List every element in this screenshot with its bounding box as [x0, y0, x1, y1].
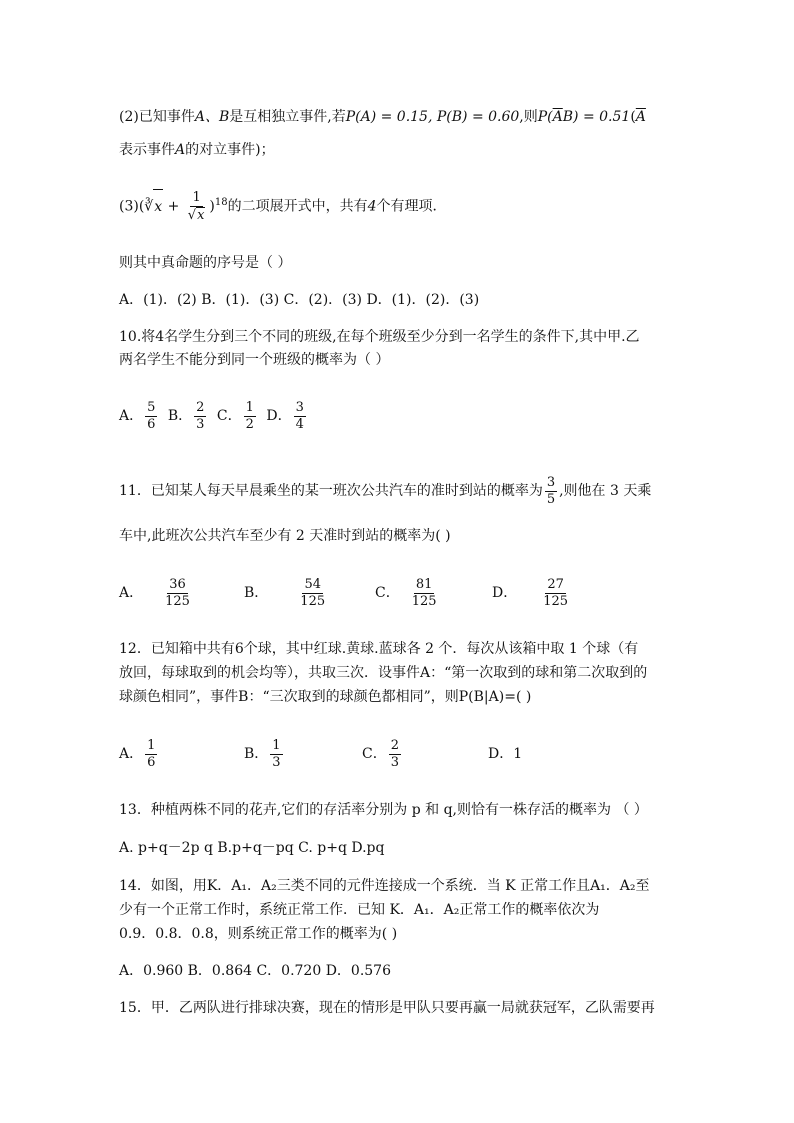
- q11-line1: [119, 472, 651, 510]
- q10-option-a-label: A．: [119, 408, 144, 424]
- q9-item2-a-bar: $\overline{A}$: [552, 109, 563, 125]
- q9-item2-a-bar-2: $\overline{A}$: [635, 109, 646, 125]
- q10-option-b-num: 2: [196, 399, 205, 415]
- q12-option-a-den: 6: [147, 754, 156, 770]
- q11-option-a-num: 36: [169, 576, 186, 592]
- q11-option-b: [244, 574, 329, 612]
- q12-line3: 球颜色相同”，事件B：“三次取到的球颜色都相同”，则P(B|A)=( ): [119, 689, 532, 705]
- q9-item2-text-a: (2)已知事件: [119, 109, 195, 125]
- q11-option-a-label: A．: [119, 585, 144, 601]
- q11-line2: 车中,此班次公共汽车至少有 2 天准时到站的概率为( ): [119, 528, 451, 544]
- q9-item3-close: ): [209, 198, 215, 215]
- q11-line1-b: ,则他在 3 天乘: [559, 483, 652, 499]
- q11-option-d: [492, 574, 572, 612]
- q11-option-a-den: 125: [165, 593, 190, 609]
- q12-option-a-label: A．: [119, 746, 144, 762]
- q9-item3-frac-num: 1: [192, 189, 201, 205]
- q12-option-b-fraction: [270, 738, 282, 771]
- q14-line1: 14．如图，用K．A₁．A₂三类不同的元件连接成一个系统．当 K 正常工作且A₁．A₂至: [119, 878, 650, 894]
- q12-option-b: [244, 735, 285, 773]
- q10-option-b: [168, 398, 209, 434]
- q12-option-a: [119, 735, 159, 773]
- q12-option-a-num: 1: [147, 737, 156, 753]
- square-root-symbol: √: [187, 207, 197, 223]
- q11-option-c: [375, 574, 441, 612]
- q10-option-c-num: 1: [245, 399, 254, 415]
- q10-line2: 两名学生不能分到同一个班级的概率为（ ）: [119, 352, 390, 368]
- q9-item2-text-c: 是互相独立事件,若: [229, 109, 346, 125]
- q9-item3-frac-den: x: [197, 207, 205, 223]
- q9-item2-line1: [119, 107, 646, 127]
- q12-line2: 放回，每球取到的机会均等），共取三次．设事件A：“第一次取到的球和第二次取到的: [119, 665, 648, 681]
- q12-option-c-den: 3: [390, 754, 399, 770]
- q12-option-b-den: 3: [272, 754, 281, 770]
- q10-option-d-label: D．: [266, 408, 292, 424]
- q11-option-c-den: 125: [411, 593, 437, 609]
- q9-item2-p-open: P(: [537, 109, 553, 125]
- q14-options: A．0.960 B．0.864 C．0.720 D．0.576: [119, 963, 392, 979]
- q12-option-b-num: 1: [272, 737, 281, 753]
- q12-option-c-label: C．: [362, 746, 387, 762]
- q9-item3-count: 4: [367, 198, 377, 215]
- q9-item3-text-g: 个有理项．: [376, 198, 447, 215]
- q11-option-d-label: D．: [492, 585, 518, 601]
- cube-root-symbol: ∛: [144, 198, 154, 215]
- q9-item3-frac-den-wrap: [186, 207, 208, 224]
- q9-item3-exponent: 18: [214, 197, 228, 208]
- q11-line1-a: 11．已知某人每天早晨乘坐的某一班次公共汽车的准时到站的概率为: [119, 483, 543, 499]
- q11-option-a: [119, 574, 194, 612]
- q11-option-d-num: 27: [547, 576, 564, 592]
- q10-option-d-num: 3: [295, 399, 304, 415]
- q11-option-c-num: 81: [415, 576, 433, 592]
- q13-options: A. p+q－2p q B.p+q－pq C. p+q D.pq: [119, 840, 385, 856]
- q11-option-b-label: B．: [244, 585, 269, 601]
- q12-option-c: [362, 735, 403, 773]
- q10-option-a: [119, 398, 159, 434]
- q12-option-b-label: B．: [244, 746, 269, 762]
- q9-options: A．(1)．(2) B．(1)．(3) C．(2)．(3) D．(1)．(2)．(3): [119, 292, 480, 308]
- q9-item2-paren: (: [630, 109, 636, 125]
- q11-option-c-label: C．: [375, 585, 400, 601]
- q12-option-d-value: 1: [513, 746, 523, 762]
- q11-frac-num: 3: [546, 474, 556, 490]
- q11-frac-den: 5: [546, 491, 556, 507]
- q10-options: [119, 398, 308, 434]
- q10-option-c-fraction: [244, 400, 256, 433]
- q9-item2-cont-c: 的对立事件)；: [185, 142, 275, 158]
- q10-option-c-label: C．: [216, 408, 242, 424]
- q9-item3-fraction: [186, 190, 208, 224]
- q9-item2-text-e: ,则: [519, 109, 538, 125]
- q9-item3-open: (3)(: [119, 198, 145, 215]
- q9-item3-text-e: 的二项展开式中，共有: [227, 198, 368, 215]
- q11-option-a-fraction: [163, 577, 192, 610]
- q11-option-b-den: 125: [300, 593, 326, 609]
- q10-option-a-den: 6: [147, 416, 156, 432]
- q9-item3-line: [119, 186, 447, 224]
- q11-option-d-den: 125: [543, 593, 569, 609]
- q10-option-b-label: B．: [167, 408, 193, 424]
- q10-option-c: [217, 398, 258, 434]
- q9-item2-line2: [119, 140, 275, 160]
- q10-option-b-fraction: [194, 400, 206, 433]
- q10-option-c-den: 2: [245, 416, 254, 432]
- q9-question: 则其中真命题的序号是（ ）: [119, 255, 292, 271]
- q15-line1: 15．甲．乙两队进行排球决赛，现在的情形是甲队只要再赢一局就获冠军，乙队需要再: [119, 1000, 655, 1016]
- q10-option-d-den: 4: [295, 416, 304, 432]
- q12-option-d: [488, 735, 522, 773]
- q10-option-a-num: 5: [147, 399, 156, 415]
- q12-option-c-num: 2: [390, 737, 399, 753]
- q9-item2-probabilities: P(A) = 0.15, P(B) = 0.60: [345, 109, 520, 125]
- q11-option-d-fraction: [541, 577, 570, 610]
- q13-line1: 13．种植两株不同的花卉,它们的存活率分别为 p 和 q,则恰有一株存活的概率为 （ ）: [119, 802, 648, 818]
- q11-option-c-fraction: [410, 577, 439, 610]
- q10-option-d: [266, 398, 308, 434]
- q10-line1: 10.将4名学生分到三个不同的班级,在每个班级至少分到一名学生的条件下,其中甲.乙: [119, 329, 640, 345]
- q11-option-b-num: 54: [304, 576, 321, 592]
- q11-fraction: [545, 475, 557, 508]
- q14-line3: 0.9．0.8．0.8，则系统正常工作的概率为( ): [119, 926, 398, 942]
- q9-item2-cont-a: 表示事件: [119, 142, 175, 158]
- q12-line1: 12．已知箱中共有6个球，其中红球.黄球.蓝球各 2 个．每次从该箱中取 1 个球（有: [119, 641, 639, 657]
- q10-option-b-den: 3: [196, 416, 205, 432]
- q12-option-a-fraction: [145, 738, 157, 771]
- q10-option-d-fraction: [294, 400, 306, 433]
- q11-option-b-fraction: [298, 577, 327, 610]
- q9-item2-cont-b: A: [175, 142, 186, 158]
- q9-item3-plus: +: [163, 198, 184, 215]
- q10-option-a-fraction: [145, 400, 157, 433]
- q12-option-c-fraction: [389, 738, 401, 771]
- q14-line2: 少有一个正常工作时，系统正常工作．已知 K．A₁．A₂正常工作的概率依次为: [119, 902, 600, 918]
- q9-item3-radicand: x: [153, 189, 163, 224]
- q9-item2-p-rest: B) = 0.51: [562, 109, 631, 125]
- q9-item2-events: A、B: [194, 109, 230, 125]
- q12-option-d-label: D．: [488, 746, 514, 762]
